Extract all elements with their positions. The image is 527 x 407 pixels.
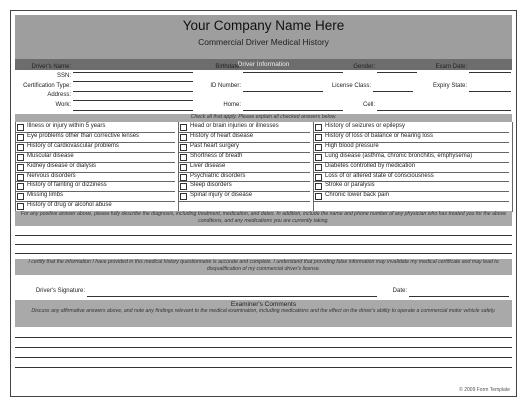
gender-field[interactable] xyxy=(377,72,417,73)
comment-line-1[interactable] xyxy=(15,337,512,338)
condition-label: Loss of or altered state of consciousness xyxy=(325,172,434,179)
id-number-field[interactable] xyxy=(243,91,323,92)
gender-label: Gender: xyxy=(353,64,375,70)
condition-checkbox[interactable] xyxy=(17,203,24,210)
drivers-name-field[interactable] xyxy=(73,72,193,73)
condition-checkbox[interactable] xyxy=(17,144,24,151)
drivers-name-label: Driver's Name: xyxy=(31,64,71,70)
condition-checkbox[interactable] xyxy=(17,124,24,131)
condition-label: Shortness of breath xyxy=(190,152,243,159)
condition-label: Spinal injury or disease xyxy=(190,192,253,199)
condition-label: Past heart surgery xyxy=(190,142,240,149)
comment-line-4[interactable] xyxy=(15,367,512,368)
condition-label: Illness or injury within 5 years xyxy=(27,123,106,129)
condition-label: History of fainting or dizziness xyxy=(27,182,107,189)
ssn-field[interactable] xyxy=(73,81,193,82)
condition-label: Eye problems other than corrective lenses xyxy=(27,132,140,139)
condition-label: History of loss of balance or hearing loss xyxy=(325,132,434,139)
condition-checkbox[interactable] xyxy=(180,144,187,151)
condition-label: Lung disease (asthma, chronic bronchitis, emphysema) xyxy=(325,152,473,159)
condition-label: Chronic lower back pain xyxy=(325,192,390,199)
condition-label: History of heart disease xyxy=(190,132,254,139)
condition-checkbox[interactable] xyxy=(17,134,24,141)
examiner-comments-title: Examiner's Comments xyxy=(230,301,297,308)
condition-checkbox[interactable] xyxy=(180,134,187,141)
certification-type-label: Certification Type: xyxy=(23,83,71,89)
ssn-label: SSN: xyxy=(56,73,71,79)
condition-checkbox[interactable] xyxy=(180,193,187,200)
condition-checkbox[interactable] xyxy=(17,193,24,200)
explain-line-1[interactable] xyxy=(15,235,512,236)
grid-divider-2 xyxy=(313,122,314,212)
id-number-label: ID Number: xyxy=(210,83,241,89)
driver-information-header: Driver Information xyxy=(15,59,512,70)
condition-label: Kidney disease or dialysis xyxy=(27,162,97,169)
form-header xyxy=(15,15,512,70)
grid-left-border xyxy=(15,122,16,212)
condition-checkbox[interactable] xyxy=(315,174,322,181)
cell-phone-field[interactable] xyxy=(377,110,511,111)
condition-row-rule xyxy=(313,201,509,202)
footer-text: © 2009 Form Template xyxy=(459,387,510,393)
condition-label: Head or brain injuries or illnesses xyxy=(190,123,279,129)
condition-label: History of cardiovascular problems xyxy=(27,142,120,149)
certification-text: I certify that the information I have provided in this medical history questionnaire is accurate and complete. I understand that providing false information may invalidate my medical certificate and may lead to disqualification of my commercial driver's license. xyxy=(28,259,499,272)
address-field[interactable] xyxy=(73,100,193,101)
expiry-state-field[interactable] xyxy=(469,91,511,92)
condition-label: Nervous disorders xyxy=(27,172,76,179)
home-phone-label: Home: xyxy=(223,102,241,108)
license-class-field[interactable] xyxy=(373,91,413,92)
certification-bar xyxy=(15,259,512,275)
exam-date-field[interactable] xyxy=(469,72,511,73)
birthdate-label: Birthdate: xyxy=(215,64,241,70)
grid-divider-1 xyxy=(178,122,179,212)
work-phone-field[interactable] xyxy=(73,110,193,111)
condition-checkbox[interactable] xyxy=(180,183,187,190)
condition-label: Liver disease xyxy=(190,162,226,169)
condition-checkbox[interactable] xyxy=(315,154,322,161)
condition-checkbox[interactable] xyxy=(180,124,187,131)
condition-checkbox[interactable] xyxy=(315,124,322,131)
condition-label: Diabetes controlled by medication xyxy=(325,162,416,169)
condition-row-rule xyxy=(178,201,310,202)
drivers-signature-label: Driver's Signature: xyxy=(35,288,85,294)
condition-checkbox[interactable] xyxy=(17,183,24,190)
work-phone-label: Work: xyxy=(55,102,71,108)
expiry-state-label: Expiry State: xyxy=(432,83,467,89)
conditions-instruction: Check all that apply. Please explain all checked answers below. xyxy=(190,114,337,120)
condition-checkbox[interactable] xyxy=(315,193,322,200)
condition-checkbox[interactable] xyxy=(180,164,187,171)
condition-checkbox[interactable] xyxy=(315,144,322,151)
company-name: Your Company Name Here xyxy=(182,18,345,33)
condition-checkbox[interactable] xyxy=(17,174,24,181)
condition-label: History of drug or alcohol abuse xyxy=(27,202,112,209)
explain-line-3[interactable] xyxy=(15,253,512,254)
explain-note-bar xyxy=(15,211,512,226)
condition-checkbox[interactable] xyxy=(180,154,187,161)
condition-label: Psychiatric disorders xyxy=(190,172,246,179)
condition-label: Missing limbs xyxy=(27,192,64,199)
examiner-comments-bar xyxy=(15,300,512,327)
condition-label: Muscular disease xyxy=(27,152,74,159)
drivers-signature-field[interactable] xyxy=(87,296,377,297)
explain-line-2[interactable] xyxy=(15,244,512,245)
condition-label: High blood pressure xyxy=(325,142,379,149)
certification-type-field[interactable] xyxy=(73,91,193,92)
condition-checkbox[interactable] xyxy=(315,183,322,190)
examiner-comments-note: Discuss any affirmative answers above, and note any findings relevant to the medical examination, including medications and the effect on the driver's ability to operate a commercial motor vehicle safely. xyxy=(31,308,496,314)
conditions-instruction-bar xyxy=(15,114,512,122)
address-label: Address: xyxy=(47,92,71,98)
condition-checkbox[interactable] xyxy=(17,154,24,161)
form-page xyxy=(10,10,517,397)
birthdate-field[interactable] xyxy=(243,72,343,73)
grid-right-border xyxy=(512,122,513,212)
condition-checkbox[interactable] xyxy=(180,174,187,181)
comment-line-3[interactable] xyxy=(15,357,512,358)
explain-note: For any positive answer above, please fully describe the diagnosis, including treatment, medication, and dates. In addition, include the name and phone number of any physician who has treated you for the above conditions, and any medications you are currently taking. xyxy=(20,211,507,224)
condition-label: Sleep disorders xyxy=(190,182,232,189)
form-title: Commercial Driver Medical History xyxy=(198,37,329,47)
condition-checkbox[interactable] xyxy=(315,134,322,141)
signature-date-field[interactable] xyxy=(409,296,509,297)
cell-phone-label: Cell: xyxy=(362,102,375,108)
license-class-label: License Class: xyxy=(331,83,371,89)
exam-date-label: Exam Date: xyxy=(435,64,467,70)
condition-label: History of seizures or epilepsy xyxy=(325,123,406,129)
condition-checkbox[interactable] xyxy=(315,164,322,171)
condition-checkbox[interactable] xyxy=(17,164,24,171)
signature-date-label: Date: xyxy=(392,288,407,294)
home-phone-field[interactable] xyxy=(243,110,343,111)
comment-line-2[interactable] xyxy=(15,347,512,348)
condition-label: Stroke or paralysis xyxy=(325,182,375,189)
